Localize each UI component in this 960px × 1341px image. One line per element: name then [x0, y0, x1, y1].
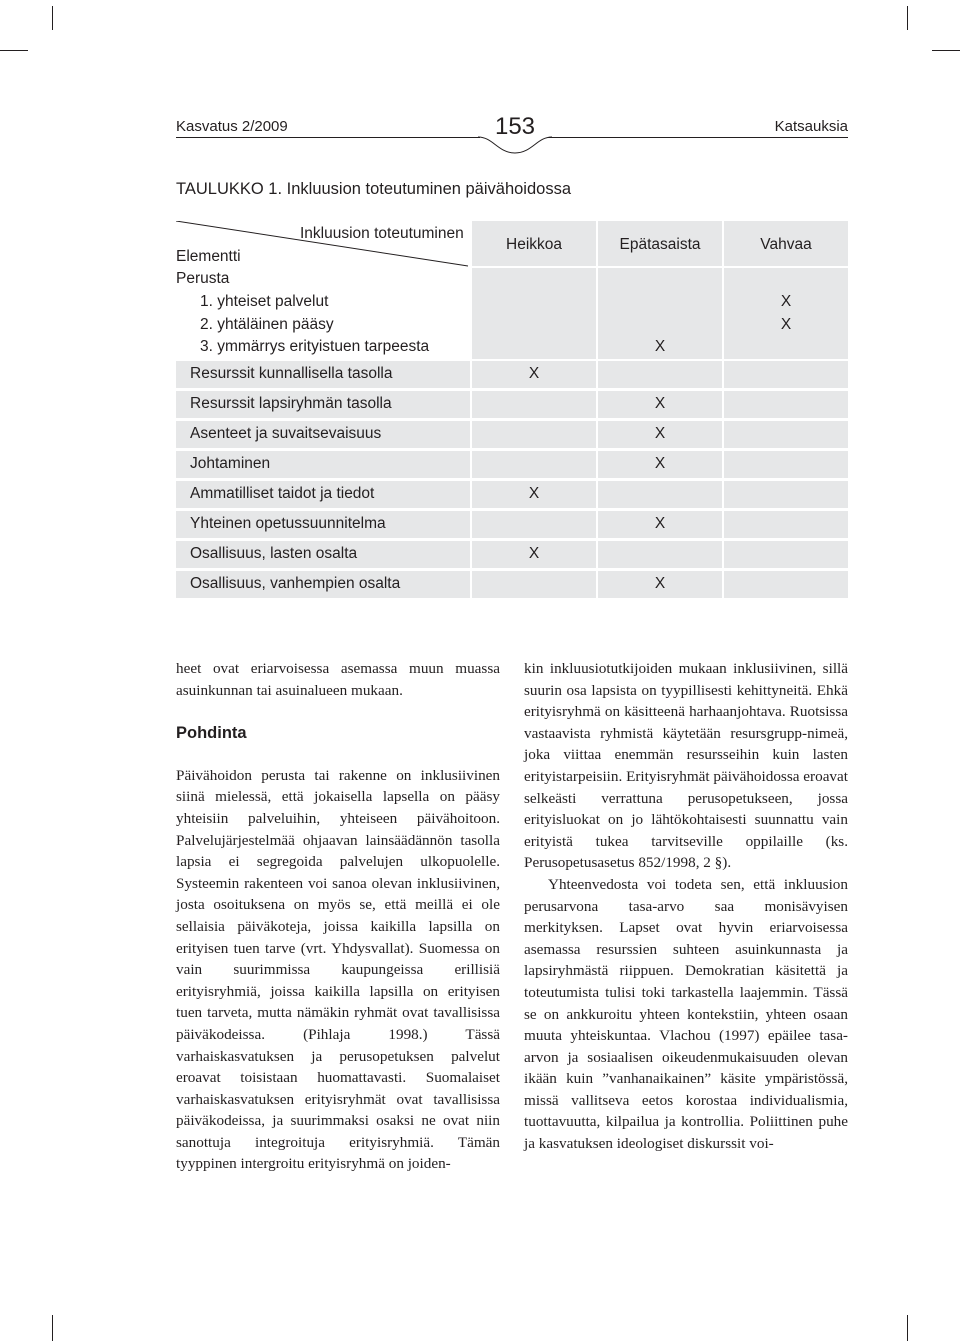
crop-mark	[0, 50, 28, 51]
row-cell-bg	[598, 361, 722, 388]
perusta-cell-bg	[724, 268, 848, 359]
row-label: Asenteet ja suvaitsevaisuus	[190, 425, 382, 442]
row-mark: X	[654, 515, 666, 532]
body-paragraph: Päivähoidon perusta tai rakenne on inklusiivinen siinä mielessä, että jokaisella lapsella on pääsy yhteisiin palveluihin, yhteiseen päivähoitoon. Palvelujärjestelmää ohjaavan lainsäädännön tasolla lapsia ei segregoida palvelujen ulkopuolelle. Systeemin rakenteen voi sanoa olevan inklusiivinen, josta osoituksena on myös se, että meillä ei ole sellaisia päiväkoteja, joissa kaikilla lapsilla on erityisen tuen tarve (vrt. Yhdysvallat). Suomessa on vain suurimmissa kaupungeissa erillisiä erityisryhmiä, joissa kaikilla lapsilla on erityisen tuen tarveta, mutta nämäkin ryhmät ovat tavallisissa päiväkodeissa. (Pihlaja 1998.) Tässä varhaiskasvatuksen ja perusopetuksen palvelut eroavat toisistaan huomattavasti. Suomalaiset varhaiskasvatuksen erityisryhmät ovat tavallisissa päiväkodeissa, ja suurimmaksi osaksi ne ovat niin sanottuja integroituja erityisryhmiä. Tämän tyyppinen intergroitu erityisryhmä on joiden-	[176, 766, 500, 1173]
row-label: Ammatilliset taidot ja tiedot	[190, 485, 375, 502]
crop-mark	[907, 6, 908, 30]
row-label: Osallisuus, vanhempien osalta	[190, 575, 401, 592]
perusta-mark: X	[780, 293, 792, 310]
table-title: TAULUKKO 1. Inkluusion toteutuminen päivähoidossa	[176, 180, 572, 198]
row-mark: X	[654, 455, 666, 472]
row-cell-bg	[598, 541, 722, 568]
perusta-cell-bg	[472, 268, 596, 359]
journal-title: Kasvatus 2/2009	[176, 118, 288, 135]
row-label: Yhteinen opetussuunnitelma	[190, 515, 386, 532]
row-cell-bg	[472, 391, 596, 418]
row-mark: X	[654, 395, 666, 412]
body-column-left	[176, 658, 500, 1175]
row-cell-bg	[724, 451, 848, 478]
body-paragraph: Yhteenvedosta voi todeta sen, että inkluusion perusarvona tasa-arvo saa monisävyisen merkityksen. Lapset ovat hyvin eriarvoisessa asemassa resurssien suhteen asuinkunnasta ja lapsiryhmästä riippuen. Demokratian käsitettä ja toteutumista tulisi toki tarkastella laajemmin. Tässä se on ankkuroitu yhteen kontekstiin, yhteen osaan muuta yhteiskuntaa. Vlachou (1997) epäilee tasa-arvon ja sosiaalisen oikeudenmukaisuuden olevan ikään kuin ”vanhanaikainen” käsite ympäristössä, missä vallitseva eetos korostaa individualismia, tuottavuutta, kilpailua ja kontrollia. Poliittinen puhe ja kasvatuksen ideologiset diskurssit voi-	[524, 875, 848, 1153]
row-label: Osallisuus, lasten osalta	[190, 545, 358, 562]
perusta-mark: X	[654, 338, 666, 355]
row-cell-bg	[472, 511, 596, 538]
row-cell-bg	[724, 391, 848, 418]
crop-mark	[52, 6, 53, 30]
column-heikkoa: Heikkoa	[506, 236, 562, 253]
header-curve	[478, 129, 552, 155]
row-mark: X	[654, 575, 666, 592]
body-paragraph: kin inkluusiotutkijoiden mukaan inklusiivinen, sillä suurin osa lapsista on tyypillisesti kehittyneitä. Ehkä erityisryhmä on käsitteenä harhaanjohtava. Ruotsissa vastaavista ryhmistä käytetään resursgrupp-nimeä, joka viittaa enemmän resursseihin kuin lasten erityistarpeisiin. Erityisryhmät päivähoidossa eroavat selkeästi verrattuna perusopetukseen, jossa erityisluokat on jo lähtökohtaisesti suunnattu vain erityistä tukea tarvitseville oppilaille (ks. Perusopetusasetus 852/1998, 2 §).	[524, 660, 848, 872]
row-cell-bg	[724, 421, 848, 448]
body-paragraph: heet ovat eriarvoisessa asemassa muun muassa asuinkunnan tai asuinalueen mukaan.	[176, 660, 500, 699]
row-mark: X	[654, 425, 666, 442]
header-rule-left	[176, 137, 480, 138]
body-column-right	[524, 658, 848, 1155]
row-cell-bg	[472, 421, 596, 448]
row-mark: X	[528, 365, 540, 382]
row-label: Resurssit lapsiryhmän tasolla	[190, 395, 392, 412]
row-cell-bg	[724, 541, 848, 568]
row-cell-bg	[472, 571, 596, 598]
perusta-label: Perusta	[176, 270, 230, 287]
corner-bottom-label: Elementti	[176, 248, 241, 265]
perusta-item: 1. yhteiset palvelut	[200, 293, 329, 310]
row-mark: X	[528, 485, 540, 502]
row-cell-bg	[724, 571, 848, 598]
row-mark: X	[528, 545, 540, 562]
column-vahvaa: Vahvaa	[760, 236, 812, 253]
crop-mark	[932, 50, 960, 51]
corner-top-label: Inkluusion toteutuminen	[300, 225, 464, 242]
header-rule-right	[548, 137, 848, 138]
perusta-item: 3. ymmärrys erityistuen tarpeesta	[200, 338, 430, 355]
row-cell-bg	[472, 451, 596, 478]
row-cell-bg	[724, 481, 848, 508]
row-cell-bg	[724, 361, 848, 388]
crop-mark	[52, 1315, 53, 1341]
row-cell-bg	[598, 481, 722, 508]
column-epatasaista: Epätasaista	[619, 236, 701, 253]
page-number: 153	[494, 113, 536, 140]
row-label: Johtaminen	[190, 455, 271, 472]
perusta-mark: X	[780, 316, 792, 333]
row-label: Resurssit kunnallisella tasolla	[190, 365, 393, 382]
crop-mark	[907, 1315, 908, 1341]
section-title: Katsauksia	[774, 118, 848, 135]
section-heading: Pohdinta	[176, 724, 247, 743]
row-cell-bg	[724, 511, 848, 538]
perusta-item: 2. yhtäläinen pääsy	[200, 316, 334, 333]
